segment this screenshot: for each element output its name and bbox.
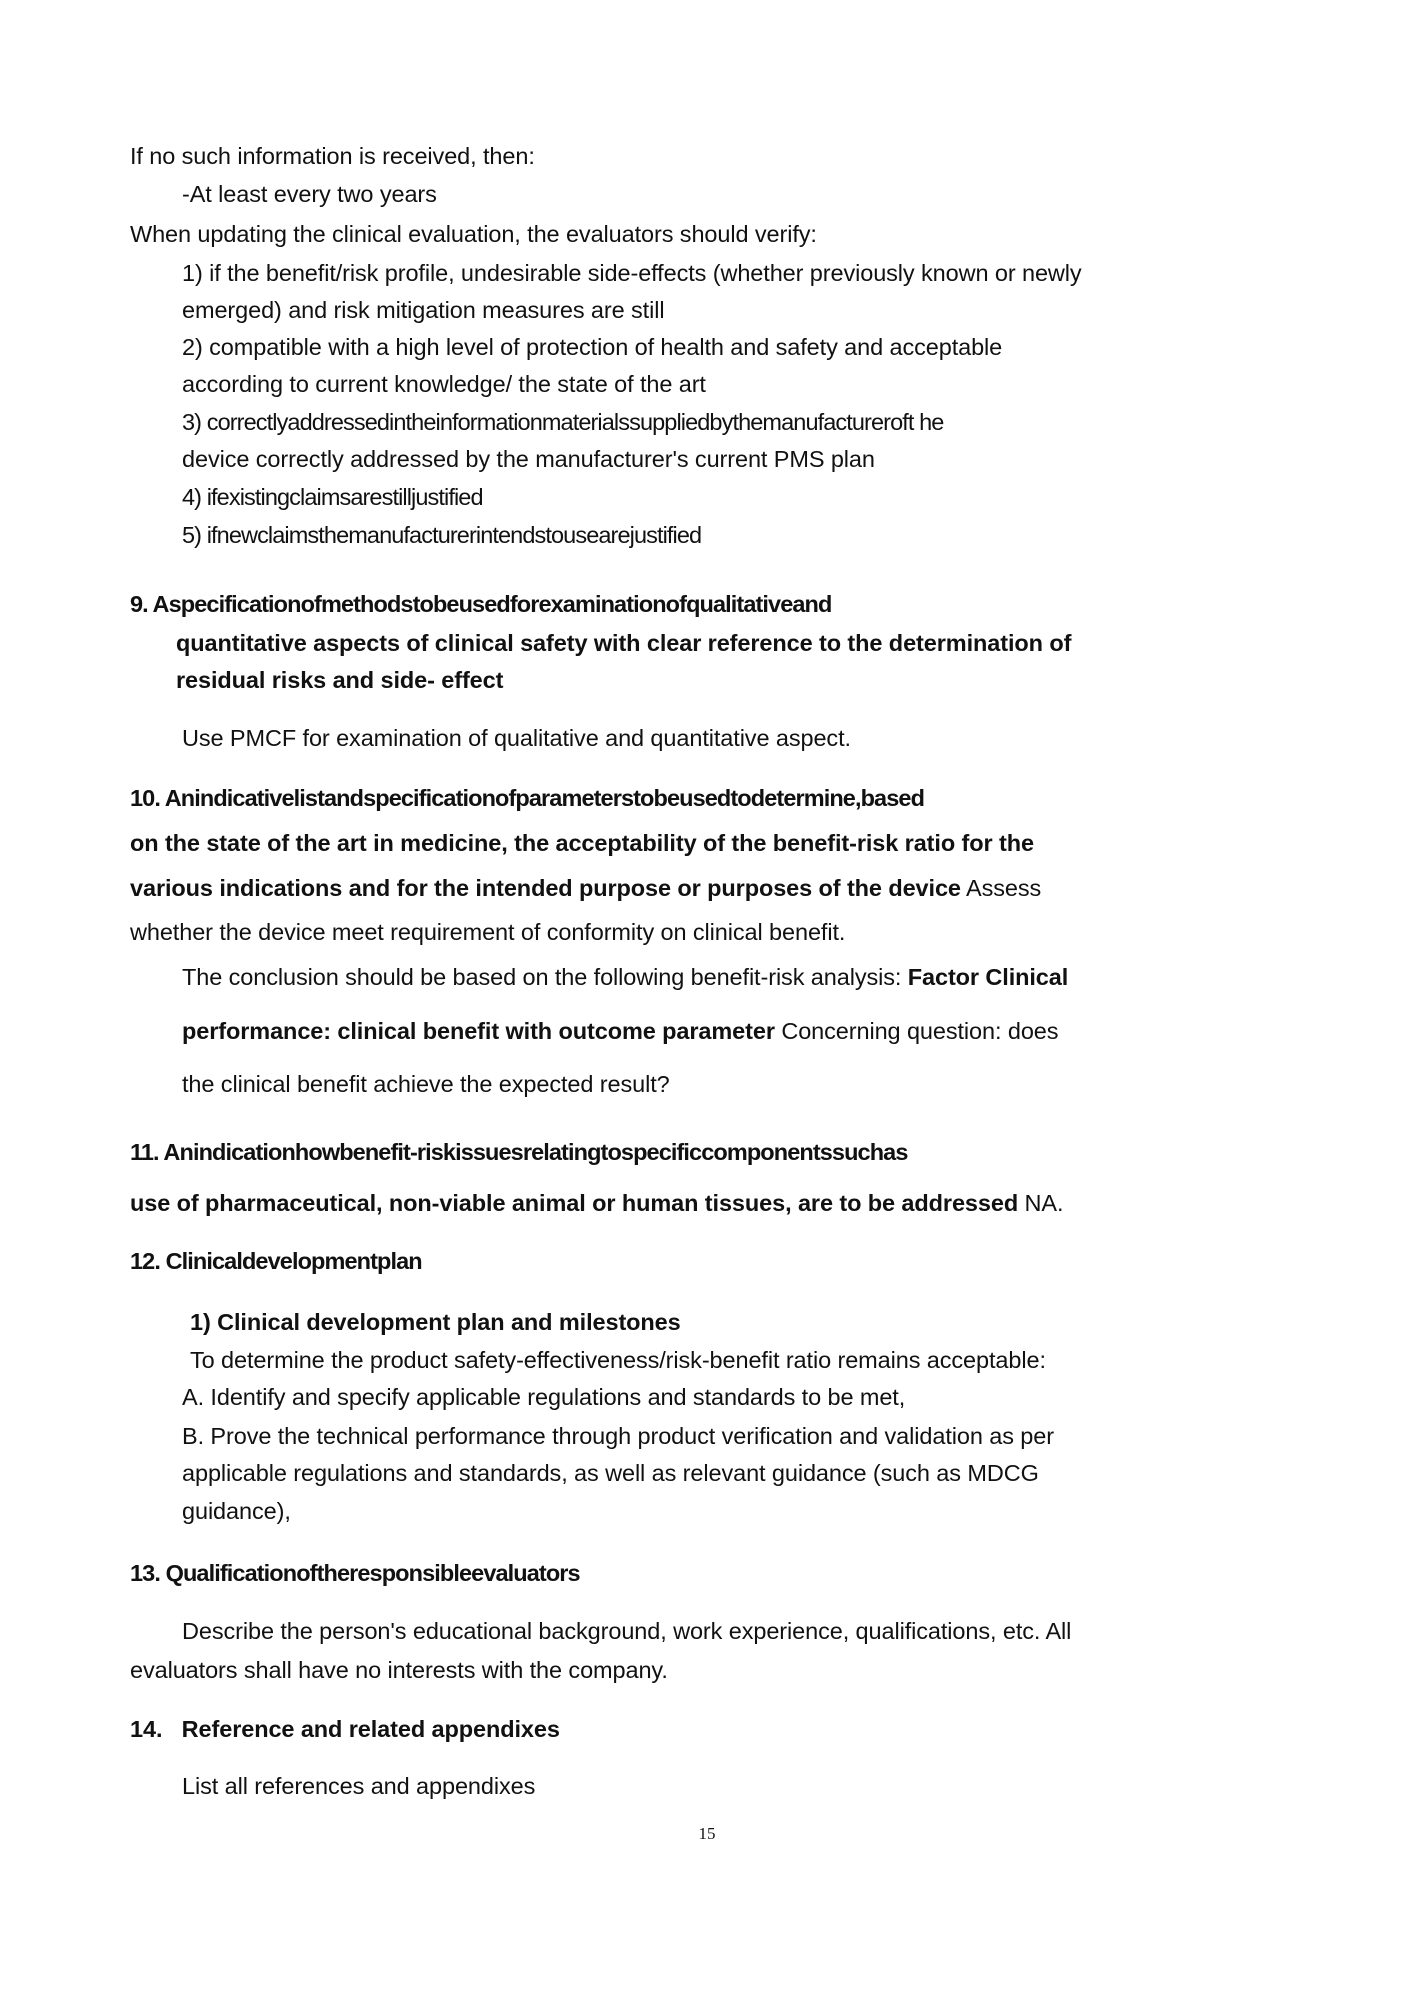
section-11-heading-2: use of pharmaceutical, non-viable animal or human tissues, are to be addressed — [130, 1190, 1019, 1216]
verify-item-3-cont: device correctly addressed by the manufacturer's current PMS plan — [182, 446, 875, 472]
section-10-heading-1: 10. Anindicativelistandspecificationofparameterstobeusedtodetermine,based — [130, 785, 925, 811]
section-10-body-3-line — [182, 1017, 1058, 1045]
section-12-line-3: B. Prove the technical performance through product verification and validation as per — [182, 1423, 1054, 1449]
section-10-heading-3: various indications and for the intended purpose or purposes of the device — [130, 875, 961, 901]
verify-item-5: 5) ifnewclaimsthemanufacturerintendstousearejustified — [182, 522, 702, 548]
section-9-body: Use PMCF for examination of qualitative and quantitative aspect. — [182, 725, 851, 751]
verify-item-3: 3) correctlyaddressedintheinformationmaterialssuppliedbythemanufactureroft he — [182, 409, 944, 435]
section-10-inline: Assess — [966, 875, 1042, 901]
section-13-heading: 13. Qualificationoftheresponsibleevaluators — [130, 1560, 580, 1586]
section-12-line-1: To determine the product safety-effectiveness/risk-benefit ratio remains acceptable: — [190, 1347, 1046, 1373]
verify-item-2-cont: according to current knowledge/ the state of the art — [182, 371, 706, 397]
section-10-performance: performance: clinical benefit with outcome parameter — [182, 1018, 775, 1044]
section-11-heading-2-line — [130, 1189, 1063, 1217]
verify-item-1-cont: emerged) and risk mitigation measures are still — [182, 297, 665, 323]
section-10-heading-3-line — [130, 874, 1041, 902]
section-14-body: List all references and appendixes — [182, 1773, 536, 1799]
section-10-question: Concerning question: does — [774, 1018, 1059, 1044]
section-10-heading-2: on the state of the art in medicine, the acceptability of the benefit-risk ratio for the — [130, 830, 1034, 856]
section-12-line-5: guidance), — [182, 1498, 291, 1524]
intro-line-2: -At least every two years — [182, 181, 437, 207]
section-12-heading: 12. Clinicaldevelopmentplan — [130, 1248, 422, 1274]
intro-line-3: When updating the clinical evaluation, the evaluators should verify: — [130, 221, 817, 247]
section-11-heading-1: 11. Anindicationhowbenefit-riskissuesrelatingtospecificcomponentssuchas — [130, 1139, 908, 1165]
page-number: 15 — [698, 1824, 716, 1843]
section-10-body-2-line — [182, 963, 1068, 991]
section-10-body-1: whether the device meet requirement of conformity on clinical benefit. — [130, 919, 846, 945]
section-9-heading-2: quantitative aspects of clinical safety with clear reference to the determination of — [176, 630, 1072, 656]
verify-item-2: 2) compatible with a high level of protection of health and safety and acceptable — [182, 334, 1003, 360]
section-13-body-2: evaluators shall have no interests with the company. — [130, 1657, 668, 1683]
verify-item-1: 1) if the benefit/risk profile, undesirable side-effects (whether previously known or newly — [182, 260, 1082, 286]
section-12-line-2: A. Identify and specify applicable regulations and standards to be met, — [182, 1384, 906, 1410]
section-12-subheading: 1) Clinical development plan and milestones — [190, 1309, 681, 1335]
section-13-body-1: Describe the person's educational background, work experience, qualifications, etc. All — [182, 1618, 1072, 1644]
section-14-heading: 14. Reference and related appendixes — [130, 1716, 560, 1742]
section-10-body-2: The conclusion should be based on the following benefit-risk analysis: — [182, 964, 908, 990]
verify-item-4: 4) ifexistingclaimsarestilljustified — [182, 484, 483, 510]
section-9-heading-3: residual risks and side- effect — [176, 667, 504, 693]
section-10-body-4: the clinical benefit achieve the expected result? — [182, 1071, 670, 1097]
section-9-heading-1: 9. Aspecificationofmethodstobeusedforexaminationofqualitativeand — [130, 591, 832, 617]
intro-line-1: If no such information is received, then: — [130, 143, 535, 169]
section-11-na: NA. — [1018, 1190, 1064, 1216]
section-10-factor: Factor Clinical — [907, 964, 1069, 990]
section-12-line-4: applicable regulations and standards, as well as relevant guidance (such as MDCG — [182, 1460, 1039, 1486]
